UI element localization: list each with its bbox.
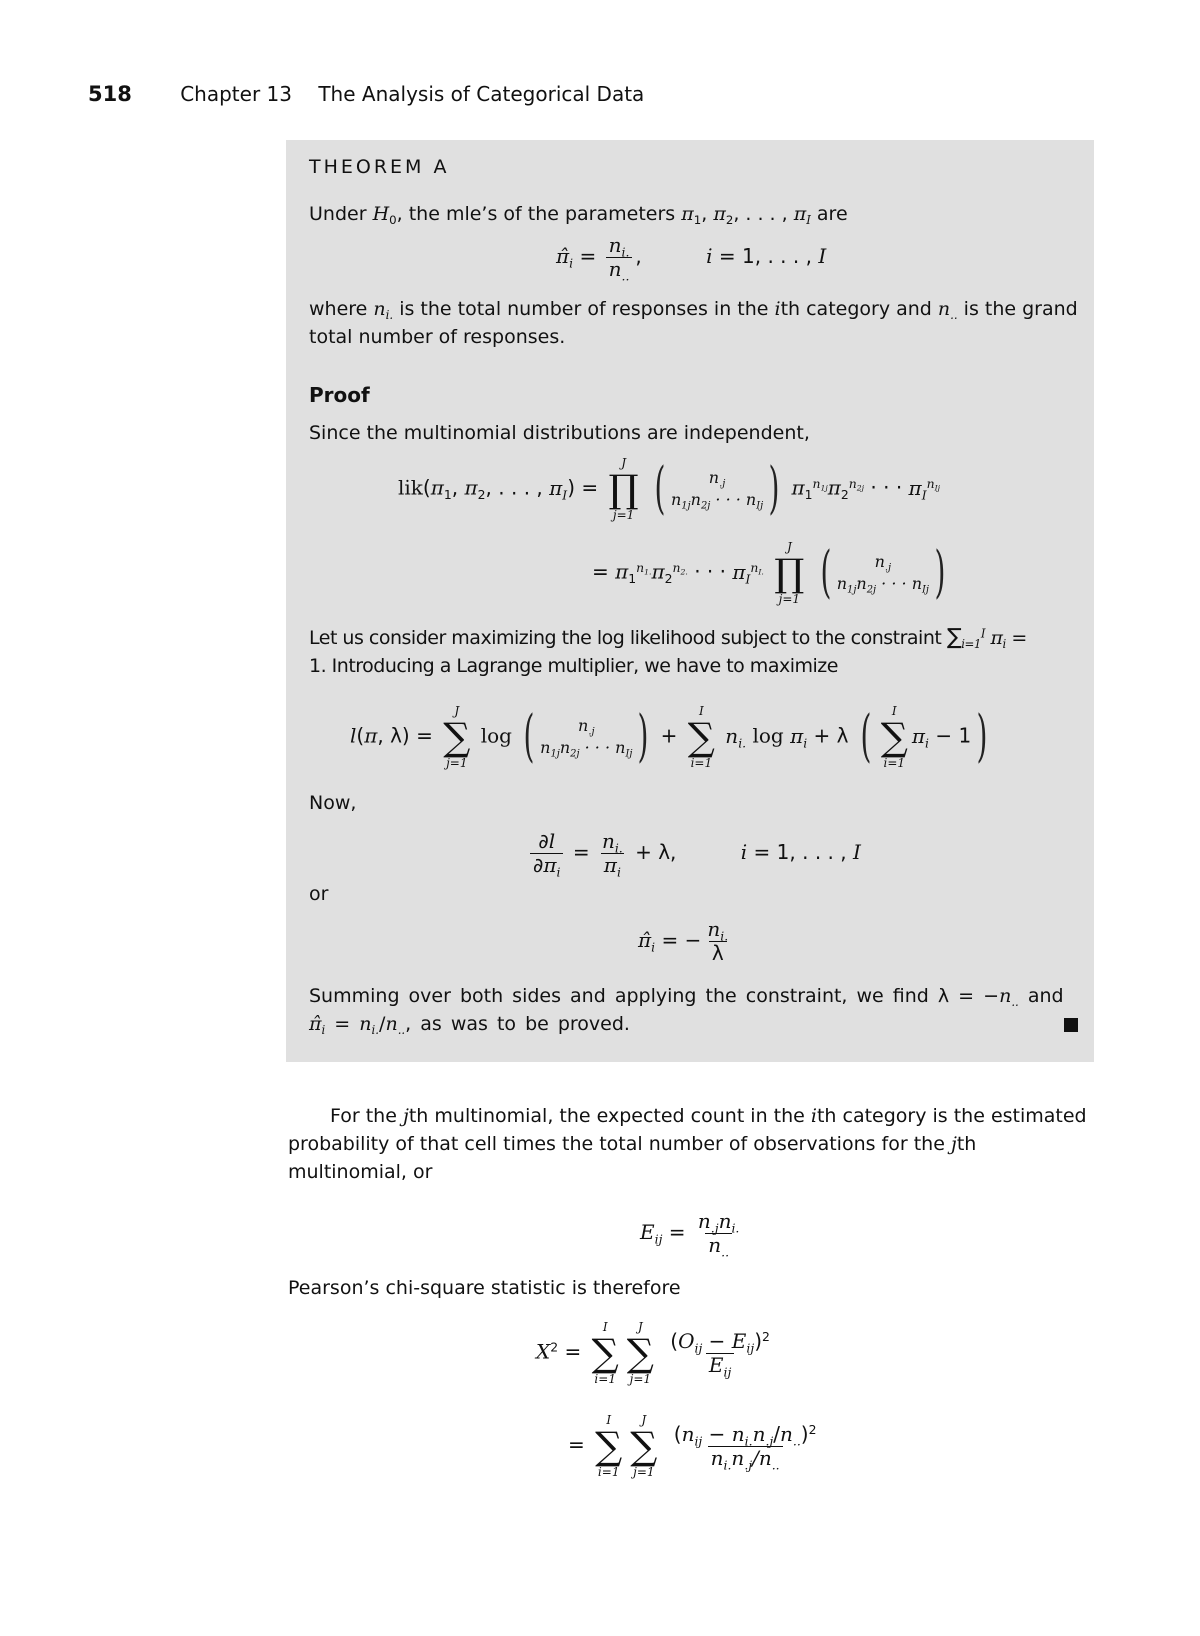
proof-line1: Since the multinomial distributions are independent, [309,422,810,444]
likelihood-equation-2: = $\pi_1^{n_{1.}}\pi_2^{n_{2.}}$ · · · $\pi_I^{n_{I.}}$ J ∏ j=1 ( $n_{.j}$ $n_{1j}n_{2j}$ · · · $n_{Ij}$ ) [592,540,946,606]
lagrangian-equation: l(π, λ) = J ∑ j=1 log ( $n_{.j}$ $n_{1j}n_{2j}$ · · · $n_{Ij}$ ) + I ∑ i=1 $n_{i.}$ $\log \pi_i + \lambda$ ( I ∑ i=1 $\pi_i - 1$) [350,704,988,770]
proof-heading: Proof [309,383,370,407]
proof-or: or [309,883,329,905]
expected-count-paragraph: For the jth multinomial, the expected count in the ith category is the estimated probability of that cell times the total number of observations for the jth multinomial, or [288,1105,1087,1183]
page-number: 518 [88,82,132,106]
proof-conclusion: Summing over both sides and applying the constraint, we find $\lambda = -n_{..}$ and $\pî_i = n_{i.}/n_{..}$, as was to be proved. [309,985,1064,1038]
chapter-title: The Analysis of Categorical Data [318,82,645,106]
proof-constraint: Let us consider maximizing the log likelihood subject to the constraint $\sum_{i=1}^I$ $\pi_i$ = 1. Introducing a Lagrange multiplier, we have to maximize [309,625,1027,677]
theorem-intro: Under $H_0$, the mle’s of the parameters $\pi_1$, $\pi_2$, . . . , $\pi_I$ are [309,203,848,228]
expected-count-equation: $E_{ij}$ = $\frac{n_{.j}n_{i.}}{n_{..}}$ [640,1209,740,1260]
chi-square-equation-1: $X^2$ = I ∑ i=1 J ∑ j=1 $\frac{(O_{ij} - E_{ij})^2}{E_{ij}}$ [536,1320,770,1386]
pi-hat-equation: $\pî_i$ = − $\frac{n_{i.}}{\lambda}$ [638,917,729,965]
likelihood-equation-1: $lik(\pi_1$, $\pi_2$, . . . , $\pi_I$) = J ∏ j=1 ( $n_{.j}$ $n_{1j}n_{2j}$ · · · $n_{Ij}$ ) $\pi_1^{n_{1j}}\pi_2^{n_{2j}}$ · · · $\pi_I^{n_{Ij}}$ [398,456,941,522]
derivative-equation: $\frac{\partial l}{\partial\pi_i}$ = $\frac{n_{i.}}{\pi_i}$ + λ, i = 1, . . . , I [527,830,861,877]
pearson-intro: Pearson’s chi-square statistic is therefore [288,1277,681,1299]
mle-equation: $\pî_i$ = $\frac{n_{i.}}{n_{..}}$ , i = 1, . . . , I [556,233,827,284]
chi-square-equation-2: = I ∑ i=1 J ∑ j=1 $\frac{(n_{ij} - n_{i.}n_{.j}/n_{..})^2}{n_{i.}n_{.j}/n_{..}}$ [568,1413,817,1479]
proof-now: Now, [309,792,357,814]
theorem-where: where $n_{i.}$ is the total number of responses in the ith category and $n_{..}$ is the grand total number of responses. [309,298,1078,348]
chapter-label: Chapter 13 [180,82,292,106]
page-header [88,82,644,106]
theorem-heading: THEOREM A [309,156,450,178]
qed-square-icon [1064,1018,1078,1032]
